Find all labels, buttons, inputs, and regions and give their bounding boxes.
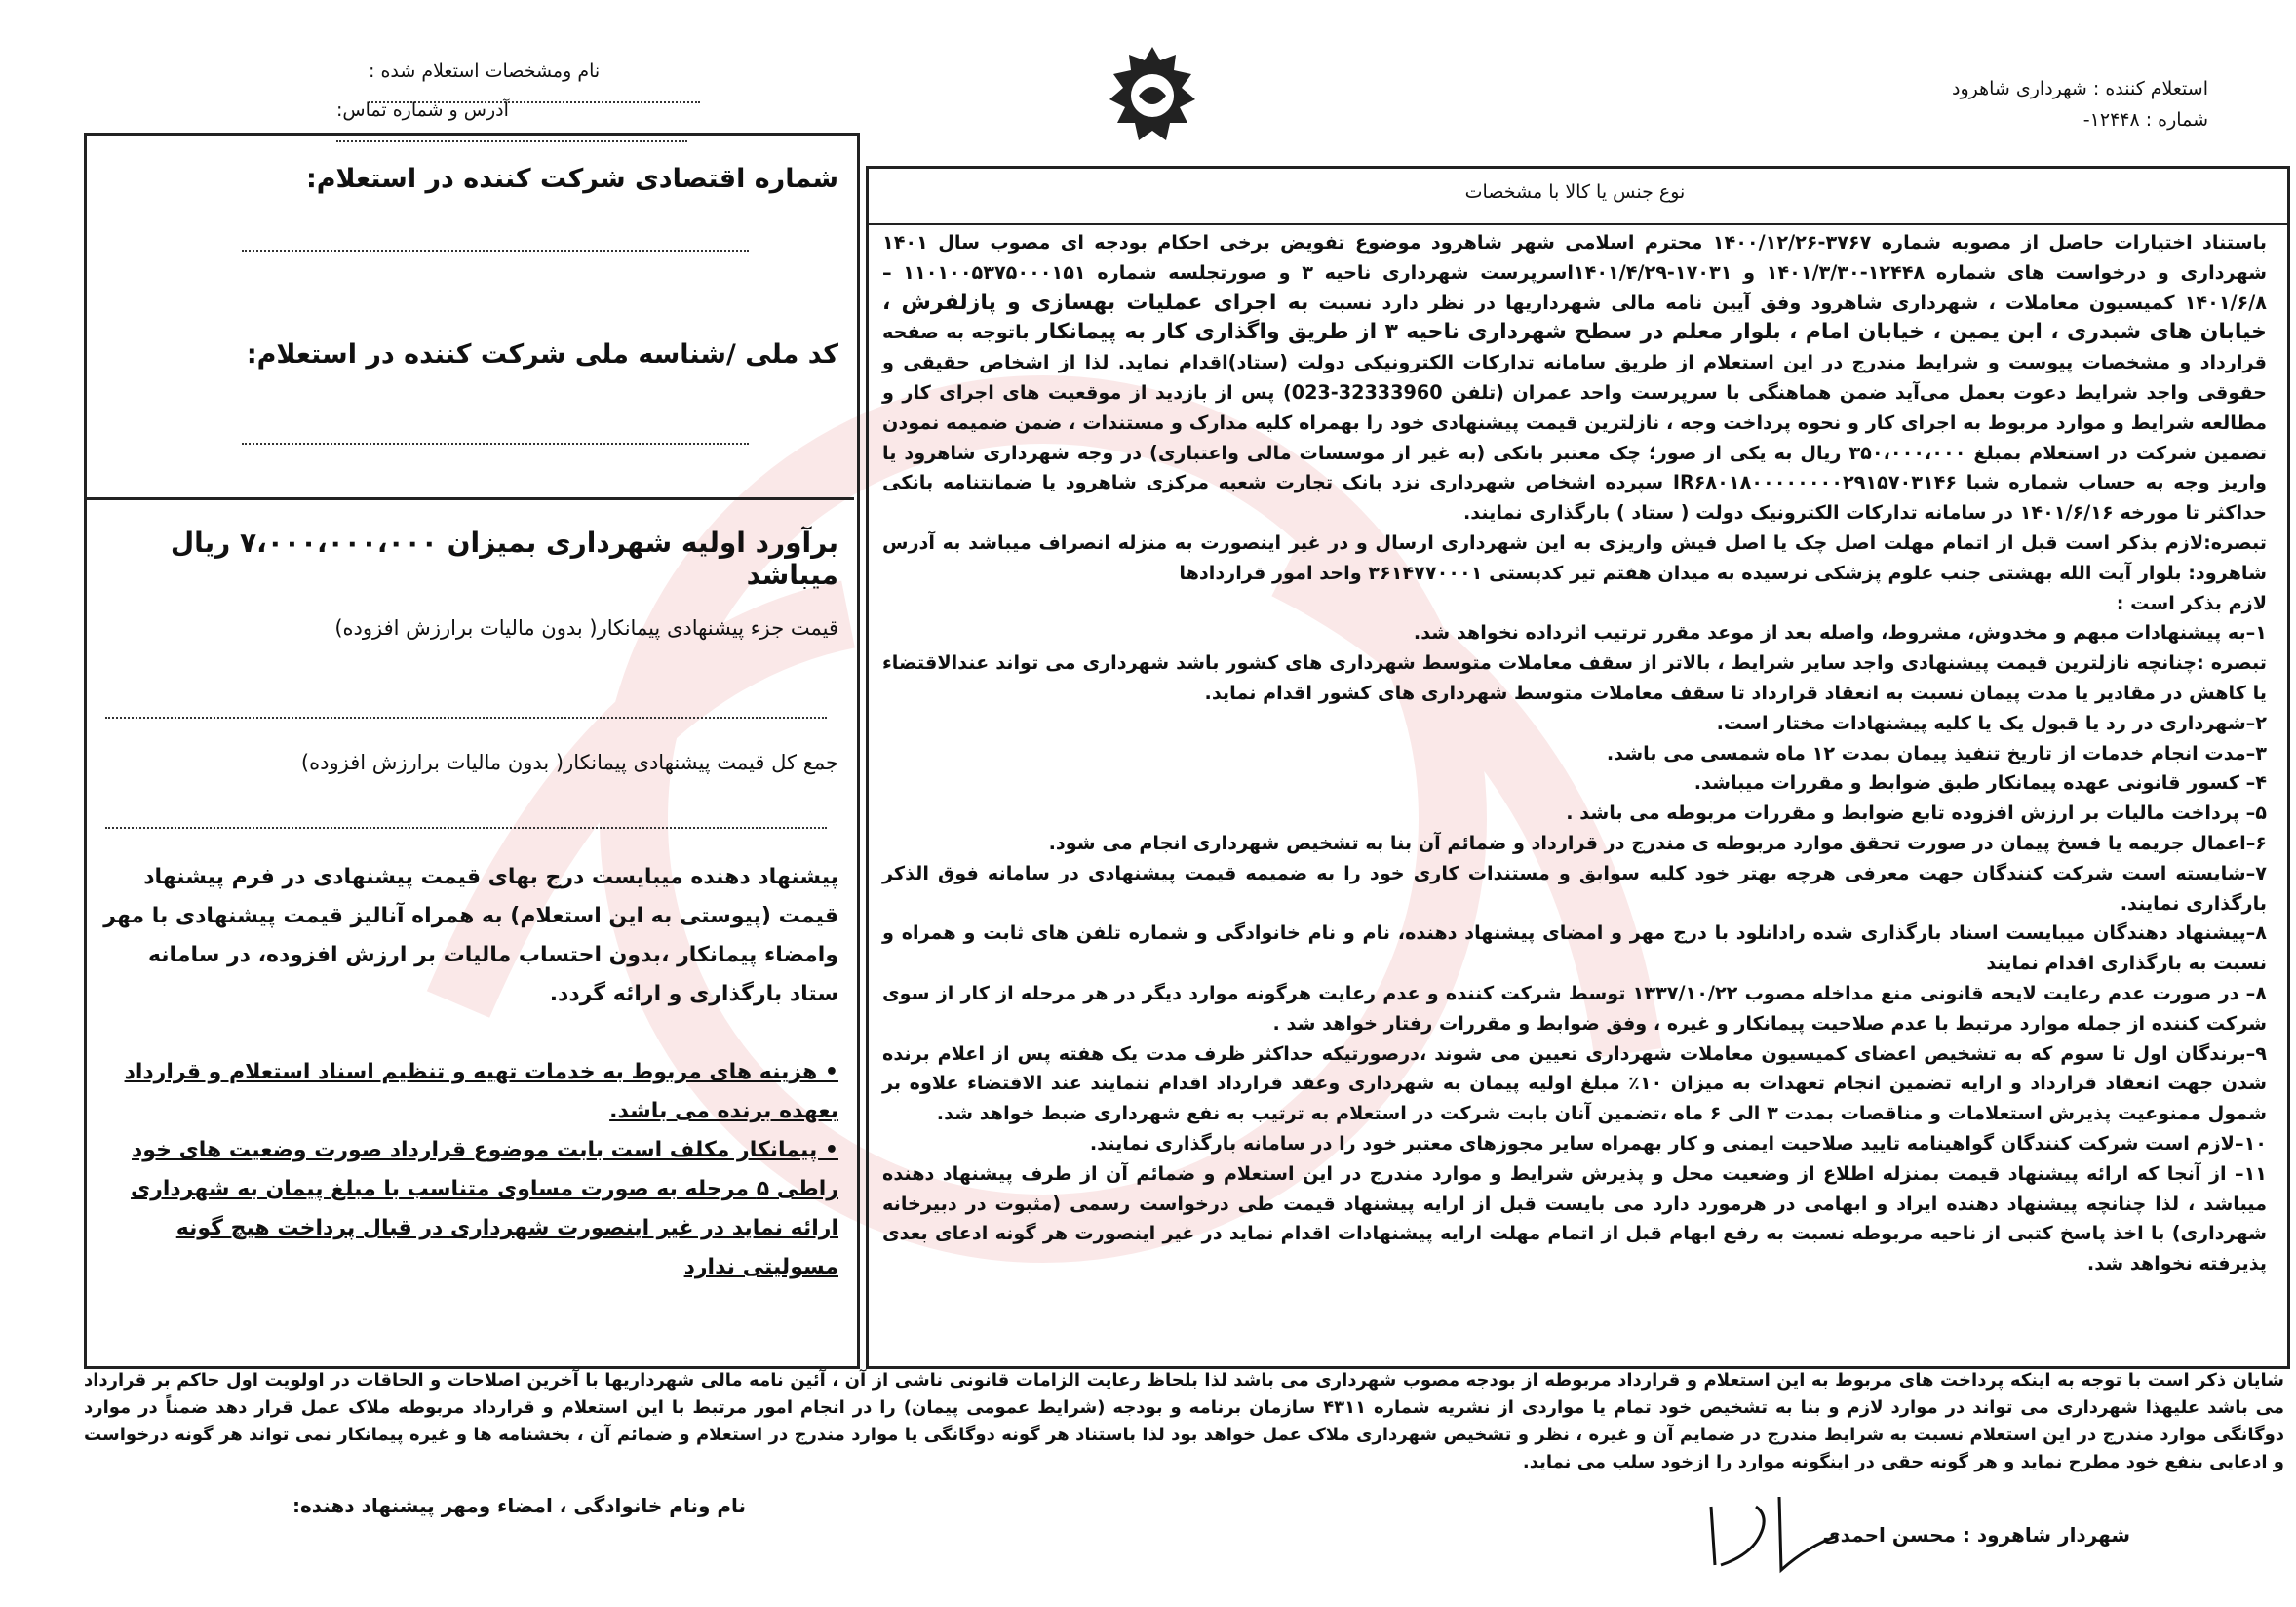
intro-text-2: باتوجه به صفحه قرارداد و مشخصات پیوست و شرایط مندرج در این استعلام از طریق سامانه تدارکات الکترونیکی دولت (ستاد)اقدام نماید. لذا از اشخاص حقیقی و حقوقی واجد شرایط دعوت بعمل می‌آید ضمن هماهنگی با سرپرست واحد عمران (تلفن 32333960-023) پس از بازدید از موقعیت های اجرای کار و مطالعه شرایط و موارد مربوط به اجرای کار و نحوه پرداخت وجه ، نازلترین قیمت پیشنهادی خود را بهمراه کلیه مدارک و مستندات ، ضمن ضمیمه نمودن تضمین شرکت در استعلام بمبلغ ۳۵۰،۰۰۰،۰۰۰ ریال به یکی از صور؛ چک معتبر بانکی (به غیر از موسسات مالی واعتباری) در وجه شهرداری شاهرود یا واریز وجه به حساب شماره شبا IR۶۸۰۱۸۰۰۰۰۰۰۰۰۲۹۱۵۷۰۳۱۴۶ سپرده اشخاص شهرداری نزد بانک تجارت شعبه مرکزی شاهرود یا ضمانتنامه بانکی حداکثر تا مورخه ۱۴۰۱/۶/۱۶ در سامانه تدارکات الکترونیک دولت ( ستاد ) بارگذاری نمایند. [882, 321, 2267, 525]
goods-title: نوع جنس یا کالا با مشخصات [1464, 181, 1686, 203]
condition-item: ۸–پیشنهاد دهندگان میبایست اسناد بارگذاری شده رادانلود با درج مهر و امضای پیشنهاد دهنده، نام و نام خانوادگی و شماره تلفن های ثابت و همراه و نسبت به بارگذاری اقدام نمایند [882, 921, 2267, 975]
footer-note: شایان ذکر است با توجه به اینکه پرداخت های مربوط به این استعلام و قرارداد مربوطه از بودجه مصوب شهرداری می باشد لذا بلحاظ رعایت الزامات قانونی ناشی از آن ، آئین نامه مالی شهرداریها با آخرین اصلاحات و الحاقات در اولویت اول حاکم بر قرارداد می باشد علیهذا شهرداری می تواند در موارد لازم و بنا به تشخیص خود تمام یا مواردی از نشریه شماره ۴۳۱۱ سازمان برنامه و بودجه (شرایط عمومی پیمان) را در انجام امور مرتبط با این استعلام و قرارداد مربوطه ملاک عمل قرار دهد ضمناً در موارد دوگانگی موارد مندرج در این استعلام نسبت به شرایط مندرج در ضمایم آن و غیره ، نظر و تشخیص شهرداری ملاک عمل خواهد بود لذا باستناد هر گونه دوگانگی یا موارد مندرج در استعلام و ضمائم آن ، بخشنامه ها و غیره پیمانکار نمی تواند هر گونه درخواست و ادعایی بنفع خود مطرح نماید و هر گونه حقی در اینگونه موارد را ازخود سلب می نماید. [84, 1370, 2285, 1472]
bidder-signature-label: نام ونام خانوادگی ، امضاء ومهر پیشنهاد دهنده: [292, 1494, 747, 1517]
condition-item: تبصره :چنانچه نازلترین قیمت پیشنهادی واجد سایر شرایط ، بالاتر از سقف معاملات متوسط شهرداری های کشور باشد شهرداری می تواند عندالاقتضاء یا کاهش در مقادیر یا مدت پیمان نسبت به انعقاد قرارداد تا سقف معاملات متوسط شهرداری های کشور اقدام نماید. [882, 651, 2267, 704]
left-panel-divider [84, 497, 854, 500]
mayor-name: شهردار شاهرود : محسن احمدی [1822, 1523, 2130, 1547]
condition-item: ۹–برندگان اول تا سوم که به تشخیص اعضای کمیسیون معاملات شهرداری تعیین می شوند ،درصورتیکه حداکثر ظرف مدت یک هفته پس از اعلام برنده شدن جهت انعقاد قرارداد و ارایه تضمین انجام تعهدات به میزان ۱۰٪ مبلغ اولیه پیمان به شهرداری وعقد قرارداد اقدام ننمایند عند الاقتضاء علاوه بر شمول ممنوعیت پذیرش استعلامات و مناقصات بمدت ۳ الی ۶ ماه ،تضمین آنان بابت شرکت در استعلام به ترتیب به نفع شهرداری ضبط خواهد شد. [882, 1041, 2267, 1125]
national-id-field[interactable] [242, 443, 749, 445]
condition-item: ۱۰–لازم است شرکت کنندگان گواهینامه تایید صلاحیت ایمنی و کار بهمراه سایر مجوزهای معتبر خود را در سامانه بارگذاری نمایند. [1089, 1131, 2267, 1155]
condition-item: ۱۱– از آنجا که ارائه پیشنهاد قیمت بمنزله اطلاع از وضعیت محل و پذیرش شرایط و موارد مندرج در این استعلام و ضمائم آن از طرف پیشنهاد دهنده میباشد ، لذا چنانچه پیشنهاد دهنده ایراد و ابهامی در هرمورد دارد می بایست قبل از ارایه پیشنهاد قیمت طی درخواست رسمی (مثبوت در دبیرخانه شهرداری) با اخذ پاسخ کتبی از ناحیه مربوطه نسبت به رفع ابهام قبل از اتمام مهلت ارایه پیشنهادات اقدام نماید در غیر اینصورت هر گونه ادعای بعدی پذیرفته نخواهد شد. [882, 1161, 2267, 1275]
submission-note: پیشنهاد دهنده میبایست درج بهای قیمت پیشنهادی در فرم پیشنهاد قیمت (پیوستی به این استعلام) به همراه آنالیز قیمت پیشنهادی با مهر وامضاء پیمانکار ،بدون احتساب مالیات بر ارزش افزوده، در سامانه ستاد بارگذاری و ارائه گردد. [103, 865, 838, 1006]
tabsare-note: تبصره:لازم بذکر است قبل از اتمام مهلت اصل چک یا اصل فیش واریزی به این شهرداری ارسال و در غیر اینصورت به منزله انصراف میباشد به آدرس شاهرود: بلوار آیت الله بهشتی جنب علوم پزشکی نرسیده به میدان هفتم تیر کدپستی ۳۶۱۴۷۷۰۰۰۱ واحد امور قراردادها [882, 530, 2267, 584]
unit-price-field[interactable] [105, 717, 827, 719]
address-phone-label: آدرس و شماره تماس: [336, 99, 509, 121]
payment-stage-bullet: • پیمانکار مکلف است بابت موضوع قرارداد صورت وضعیت های خود راطی ۵ مرحله به صورت مساوی متناسب با مبلغ پیمان به شهرداری ارائه نماید در غیر اینصورت شهرداری در قبال پرداخت هیچ گونه مسولیتی ندارد [131, 1138, 838, 1279]
footer-note-block [84, 1367, 2284, 1476]
mayor-signature [1692, 1477, 1857, 1580]
economic-code-field[interactable] [242, 250, 749, 252]
condition-item: ۷–شایسته است شرکت کنندگان جهت معرفی هرچه بهتر خود کلیه سوابق و مستندات کاری خود را به ضمیمه قیمت پیشنهادی در سامانه فوق الذکر بارگذاری نمایند. [882, 861, 2267, 915]
condition-item: ۴– کسور قانونی عهده پیمانکار طبق ضوابط و مقررات میباشد. [1693, 771, 2267, 795]
total-price-field[interactable] [105, 827, 827, 829]
inquiry-body [882, 228, 2267, 1279]
national-id-label: کد ملی /شناسه ملی شرکت کننده در استعلام: [246, 339, 838, 370]
intro-text: باستناد اختیارات حاصل از مصوبه شماره ۳۷۶۷-۱۴۰۰/۱۲/۲۶ محترم اسلامی شهر شاهرود موضوع تفویض برخی احکام بودجه ای مصوب سال ۱۴۰۱ شهرداری و درخواست های شماره ۱۲۴۴۸-۱۴۰۱/۳/۳۰ و ۱۷۰۳۱-۱۴۰۱/۴/۲۹اسرپرست شهرداری ناحیه ۳ و صورتجلسه شماره ۱۱۰۱۰۰۵۳۷۵۰۰۰۱۵۱ – ۱۴۰۱/۶/۸ کمیسیون معاملات ، شهرداری شاهرود وفق آیین نامه مالی شهرداریها در نظر دارد نسبت [882, 231, 2268, 314]
total-price-label: جمع کل قیمت پیشنهادی پیمانکار( بدون مالیات برارزش افزوده) [300, 751, 838, 774]
project-title: به اجرای عملیات بهسازی و پازلفرش ، خیابان های شبدری ، ابن یمین ، خیابان امام ، بلوار معلم در سطح شهرداری ناحیه ۳ از طریق واگذاری کار به پیمانکار [882, 290, 2267, 345]
unit-price-label: قیمت جزء پیشنهادی پیمانکار( بدون مالیات برارزش افزوده) [334, 616, 838, 640]
economic-code-label: شماره اقتصادی شرکت کننده در استعلام: [305, 164, 838, 194]
condition-item: ۶–اعمال جریمه یا فسخ پیمان در صورت تحقق موارد مربوطه ی مندرج در قرارداد و ضمائم آن بنا به تشخیص شهرداری انجام می شود. [1048, 831, 2267, 854]
initial-estimate: برآورد اولیه شهرداری بمیزان ۷،۰۰۰،۰۰۰،۰۰۰ ریال میباشد [170, 527, 838, 591]
cost-bullet: • هزینه های مربوط به خدمات تهیه و تنظیم اسناد استعلام و قرارداد بعهده برنده می باشد. [124, 1060, 838, 1123]
municipality-logo [1102, 43, 1204, 150]
condition-item: ۸– در صورت عدم رعایت لایحه قانونی منع مداخله مصوب ۱۳۳۷/۱۰/۲۲ توسط شرکت کننده و عدم رعایت هرگونه موارد دیگر در هر مرحله از کار از سوی شرکت کننده از جمله موارد مرتبط با عدم صلاحیت پیمانکار و غیره ، وفق ضوابط و مقررات رفتار خواهد شد . [882, 981, 2267, 1035]
condition-item: ۳–مدت انجام خدمات از تاریخ تنفیذ پیمان بمدت ۱۲ ماه شمسی می باشد. [1606, 741, 2267, 764]
respondent-row [369, 60, 856, 103]
condition-item: ۱–به پیشنهادات مبهم و مخدوش، مشروط، واصله بعد از موعد مقرر ترتیب اثرداده نخواهد شد. [1413, 621, 2267, 645]
document-number: شماره : ۱۲۴۴۸- [2082, 109, 2208, 131]
inquirer-label: استعلام کننده : شهرداری شاهرود [1952, 78, 2208, 99]
condition-item: ۲–شهرداری در رد یا قبول یک یا کلیه پیشنهادات مختار است. [1716, 711, 2267, 734]
condition-item: ۵– پرداخت مالیات بر ارزش افزوده تابع ضوابط و مقررات مربوطه می باشد . [1566, 802, 2267, 825]
conditions-heading: لازم بذکر است : [2116, 591, 2267, 614]
respondent-name-label: نام ومشخصات استعلام شده : [369, 60, 601, 82]
